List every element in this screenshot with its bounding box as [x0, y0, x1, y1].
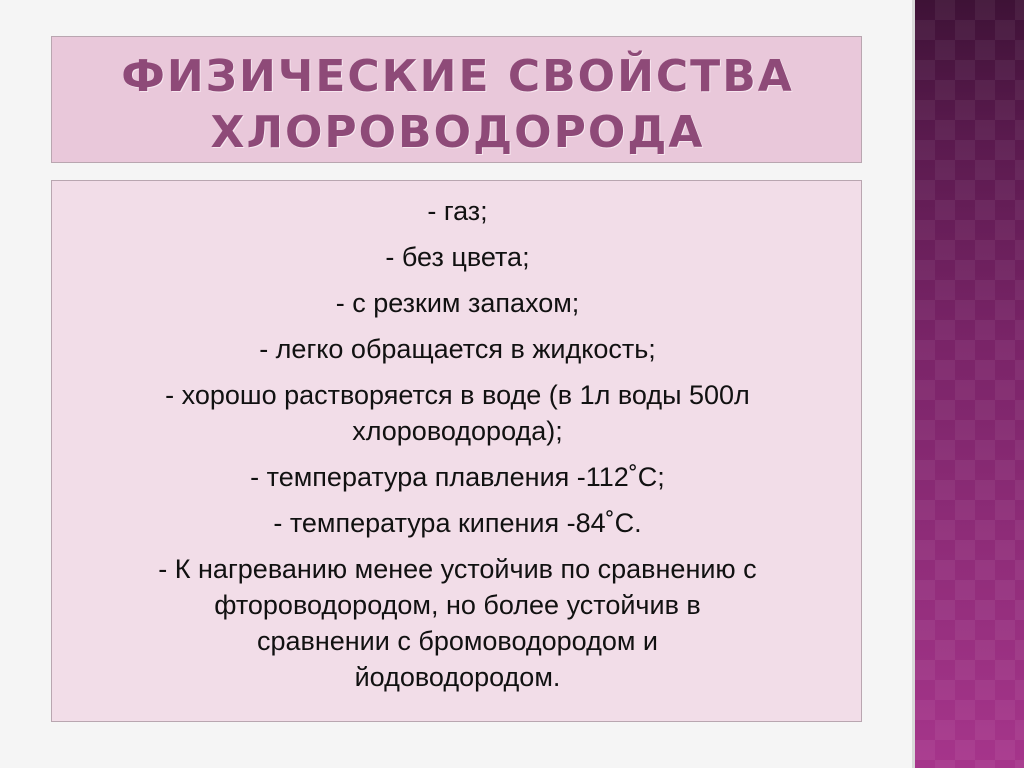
- list-item: [52, 551, 863, 695]
- list-item: - температура кипения -84˚С.: [273, 508, 642, 538]
- list-item-line: йодоводородом.: [354, 662, 561, 692]
- list-item-line: - К нагреванию менее устойчив по сравнению с: [158, 554, 757, 584]
- slide-title: [52, 49, 863, 161]
- properties-list: [52, 193, 863, 705]
- list-item: [52, 377, 863, 449]
- title-box: [51, 36, 862, 163]
- title-line-1: ФИЗИЧЕСКИЕ СВОЙСТВА: [121, 51, 794, 102]
- list-item-line: сравнении с бромоводородом и: [256, 626, 659, 656]
- list-item: - газ;: [427, 196, 488, 226]
- list-item-line: - хорошо растворяется в воде (в 1л воды 500л: [165, 380, 750, 410]
- list-item-line: хлороводорода);: [352, 416, 563, 446]
- list-item: - с резким запахом;: [335, 288, 580, 318]
- list-item: - легко обращается в жидкость;: [259, 334, 656, 364]
- title-line-2: ХЛОРОВОДОРОДА: [210, 107, 705, 158]
- list-item-line: фтороводородом, но более устойчив в: [214, 590, 701, 620]
- list-item: - без цвета;: [385, 242, 530, 272]
- content-box: [51, 180, 862, 722]
- decorative-side-band: [912, 0, 1024, 768]
- list-item: - температура плавления -112˚С;: [250, 462, 665, 492]
